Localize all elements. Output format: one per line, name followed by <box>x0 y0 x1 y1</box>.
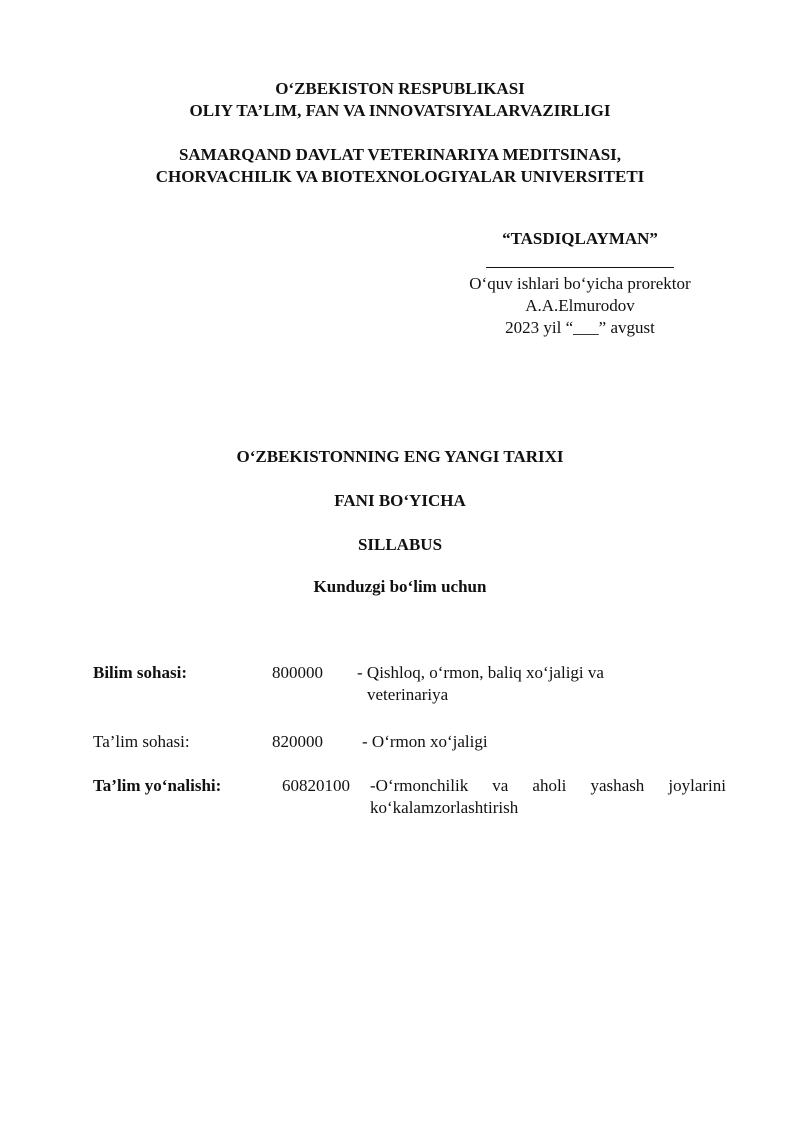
document-type: SILLABUS <box>357 535 443 554</box>
field-desc-line: - Qishloq, o‘rmon, baliq xo‘jaligi va <box>357 663 604 682</box>
field-desc-line: -O‘rmonchilik va aholi yashash joylarini <box>370 776 726 795</box>
field-desc-line: ko‘kalamzorlashtirish <box>370 798 519 817</box>
subject-title: O‘ZBEKISTONNING ENG YANGI TARIXI <box>236 447 564 466</box>
approval-title: “TASDIQLAYMAN” <box>502 229 658 248</box>
field-desc-line: veterinariya <box>367 685 449 704</box>
subject-subtitle: FANI BO‘YICHA <box>334 491 466 510</box>
field-desc-knowledge-area <box>357 662 657 706</box>
field-label-education-direction: Ta’lim yo‘nalishi: <box>93 776 222 795</box>
department-note: Kunduzgi bo‘lim uchun <box>313 577 487 596</box>
field-label-education-area: Ta’lim sohasi: <box>93 732 190 751</box>
university-heading-line2: CHORVACHILIK VA BIOTEXNOLOGIYALAR UNIVERSITETI <box>155 167 645 186</box>
field-code-education-area: 820000 <box>272 732 323 751</box>
ministry-heading: OLIY TA’LIM, FAN VA INNOVATSIYALARVAZIRLIGI <box>189 101 611 120</box>
approval-date: 2023 yil “___” avgust <box>505 318 655 337</box>
university-heading-line1: SAMARQAND DAVLAT VETERINARIYA MEDITSINASI, <box>178 145 622 164</box>
field-desc-education-area: - O‘rmon xo‘jaligi <box>362 732 488 751</box>
field-desc-education-direction <box>370 775 726 819</box>
approver-name: A.A.Elmurodov <box>525 296 635 315</box>
signature-line <box>440 249 720 271</box>
republic-heading: O‘ZBEKISTON RESPUBLIKASI <box>275 79 525 98</box>
field-code-knowledge-area: 800000 <box>272 663 323 682</box>
field-code-education-direction: 60820100 <box>282 776 350 795</box>
field-label-knowledge-area: Bilim sohasi: <box>93 663 187 682</box>
approver-role: O‘quv ishlari bo‘yicha prorektor <box>469 274 691 293</box>
